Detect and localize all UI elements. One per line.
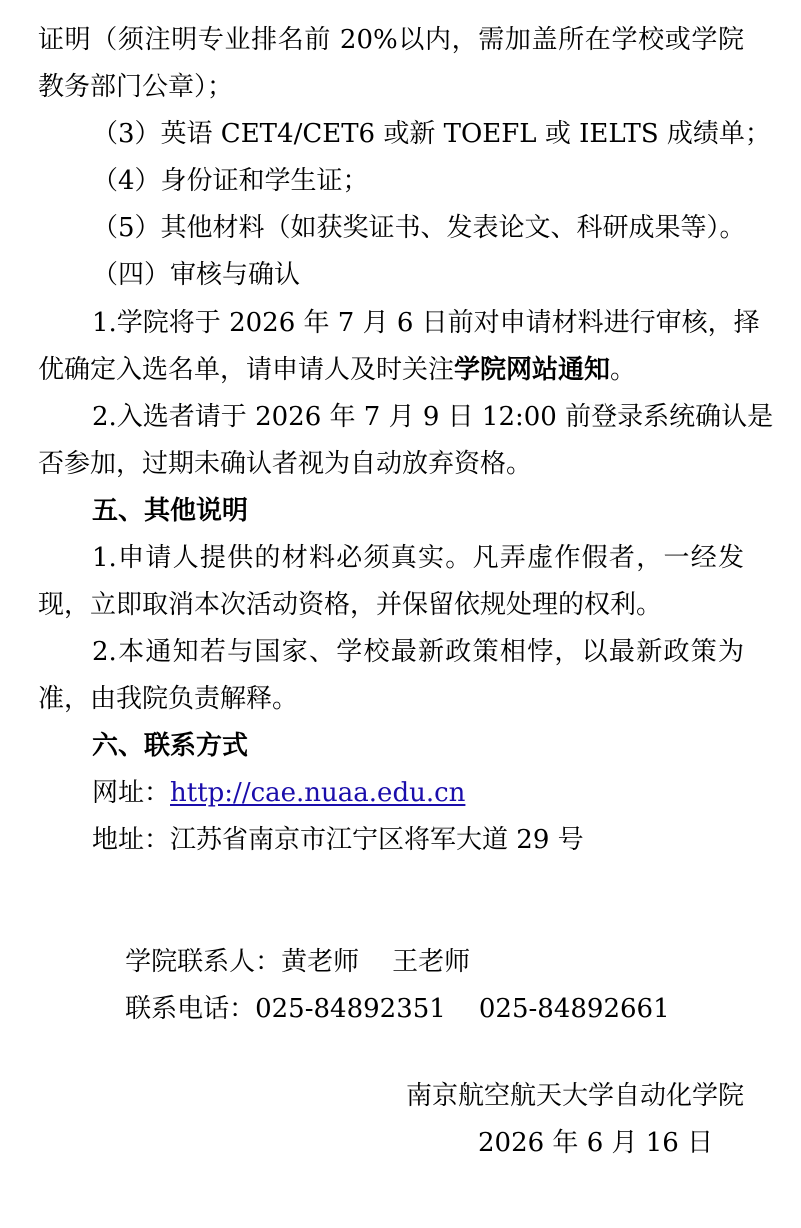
section-contact-heading: 六、联系方式	[92, 731, 249, 761]
address-row	[92, 827, 584, 853]
signature-organization: 南京航空航天大学自动化学院	[405, 1081, 744, 1111]
other-item-1-line-2: 现，立即取消本次活动资格，并保留依规处理的权利。	[38, 590, 663, 620]
material-item-4: （4）身份证和学生证；	[92, 166, 369, 196]
other-item-1-line-1: 1.申请人提供的材料必须真实。凡弄虚作假者，一经发	[92, 543, 744, 573]
college-website-notice: 学院网站通知	[454, 355, 611, 385]
materials-proof-line-1: 证明（须注明专业排名前 20%以内，需加盖所在学校或学院	[38, 25, 744, 55]
review-item-2-line-1: 2.入选者请于 2026 年 7 月 9 日 12:00 前登录系统确认是	[92, 402, 774, 432]
address-label: 地址：	[92, 825, 171, 855]
contacts-label: 学院联系人：	[125, 947, 282, 977]
contacts-value: 黄老师 王老师	[281, 947, 471, 977]
phone-value: 025-84892351 025-84892661	[255, 994, 670, 1024]
website-row	[92, 780, 465, 806]
address-value: 江苏省南京市江宁区将军大道 29 号	[170, 825, 584, 855]
review-item-1-line-1: 1.学院将于 2026 年 7 月 6 日前对申请材料进行审核，择	[92, 308, 760, 338]
materials-proof-line-2: 教务部门公章）；	[38, 72, 234, 102]
website-link[interactable]: http://cae.nuaa.edu.cn	[170, 778, 466, 808]
phone-row	[92, 970, 670, 1048]
signature-date: 2026 年 6 月 16 日	[478, 1128, 714, 1158]
review-item-2-line-2: 否参加，过期未确认者视为自动放弃资格。	[38, 449, 533, 479]
other-item-2-line-2: 准，由我院负责解释。	[38, 684, 299, 714]
review-item-1-text: 优确定入选名单，请申请人及时关注	[38, 355, 455, 385]
section-other-heading: 五、其他说明	[92, 496, 249, 526]
website-label: 网址：	[92, 778, 171, 808]
review-item-1-line-2	[38, 357, 636, 383]
material-item-5: （5）其他材料（如获奖证书、发表论文、科研成果等）。	[92, 213, 746, 243]
other-item-2-line-1: 2.本通知若与国家、学校最新政策相悖，以最新政策为	[92, 637, 744, 667]
phone-label: 联系电话：	[125, 994, 256, 1024]
section-review-heading: （四）审核与确认	[92, 260, 301, 290]
material-item-3: （3）英语 CET4/CET6 或新 TOEFL 或 IELTS 成绩单；	[92, 119, 771, 149]
review-item-1-end: 。	[610, 355, 637, 385]
